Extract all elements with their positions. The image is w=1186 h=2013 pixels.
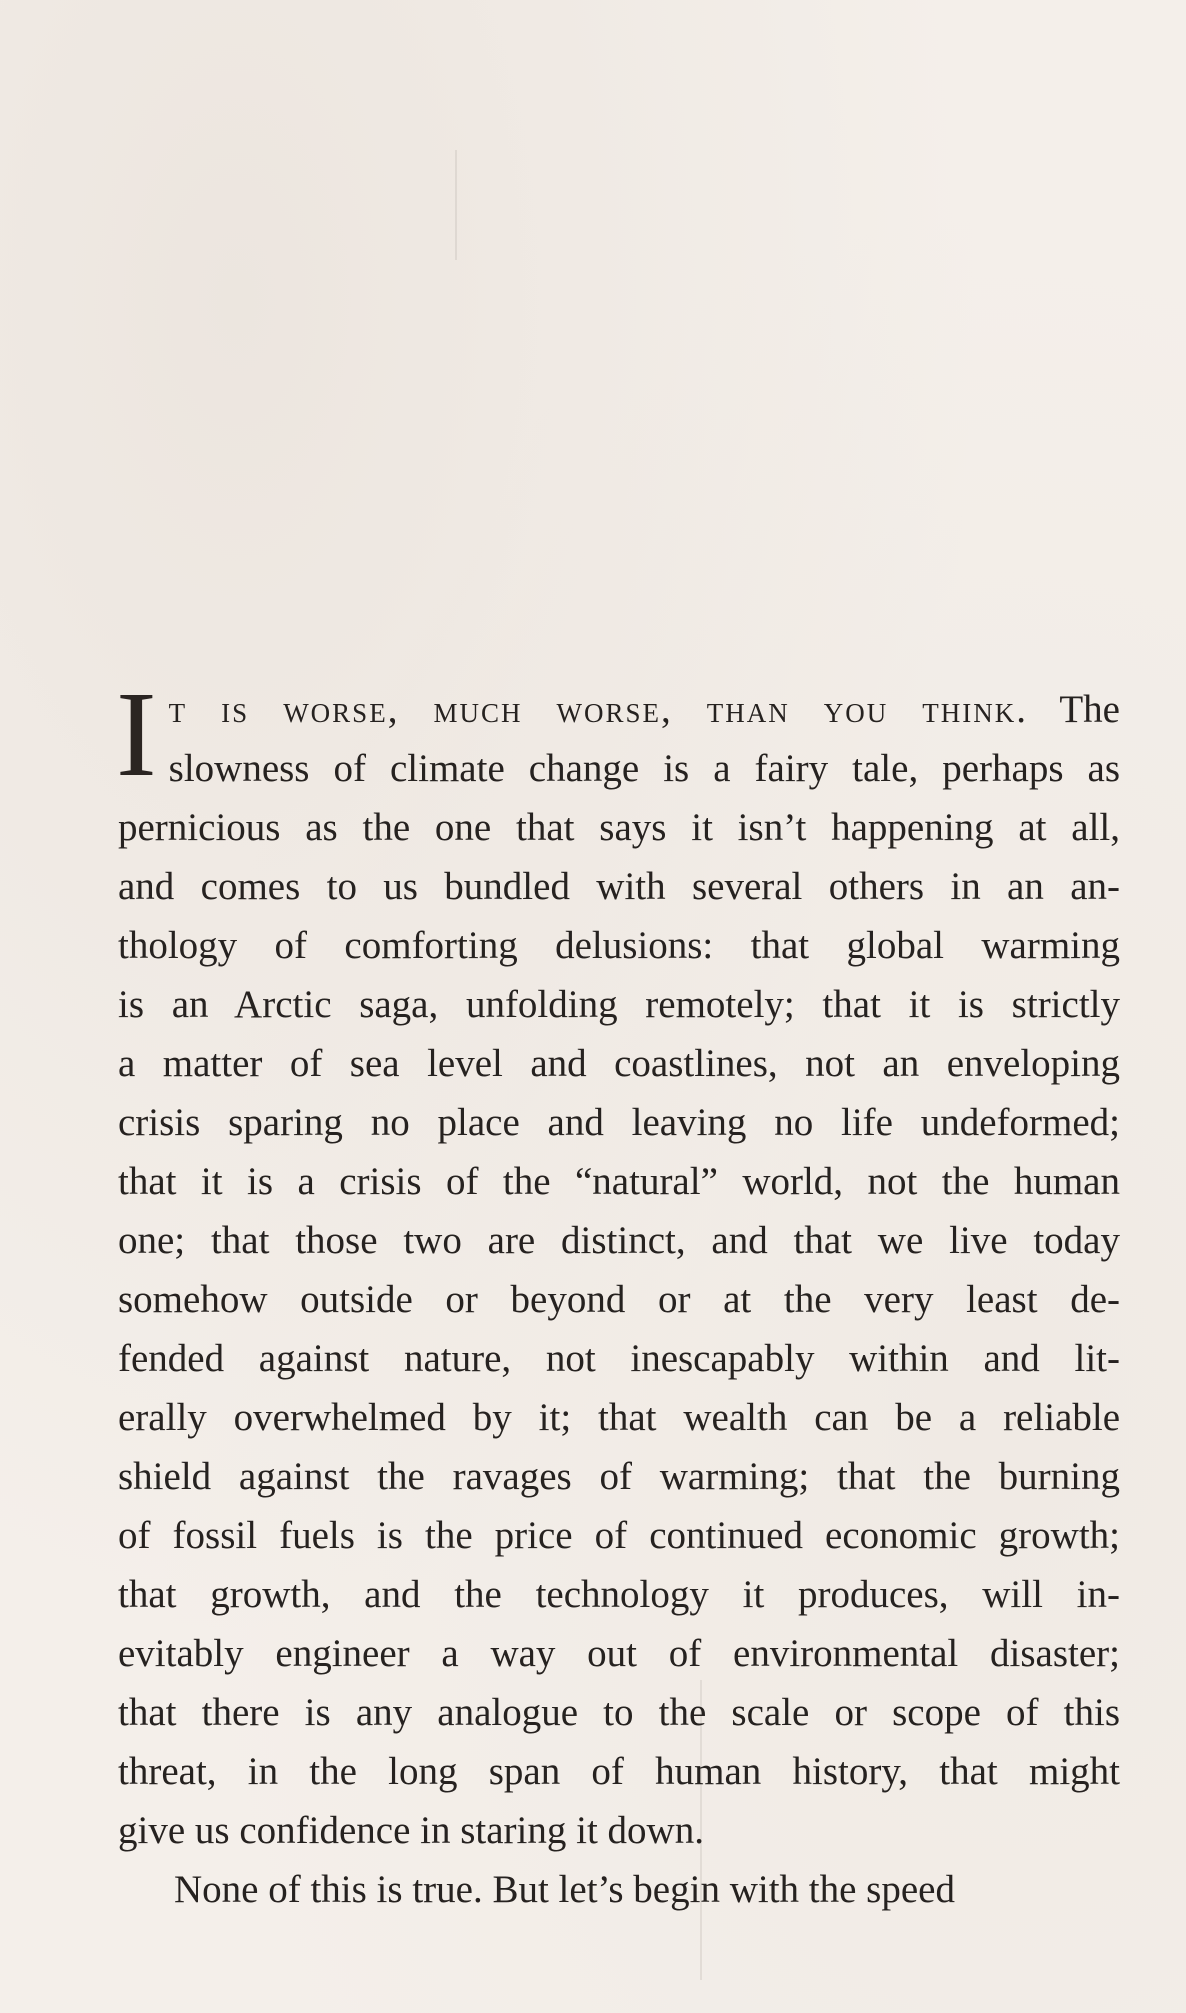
second-paragraph xyxy=(118,1860,1120,1919)
text-line: somehow outside or beyond or at the very least de- xyxy=(118,1278,1120,1321)
text-line: a matter of sea level and coastlines, not an enveloping xyxy=(118,1042,1120,1085)
show-through-mark xyxy=(455,150,457,260)
text-line: fended against nature, not inescapably within and lit- xyxy=(118,1337,1120,1380)
first-paragraph xyxy=(116,667,1120,1860)
text-line: one; that those two are distinct, and that we live today xyxy=(118,1219,1120,1262)
text-line: and comes to us bundled with several others in an an- xyxy=(118,865,1120,908)
text-line: crisis sparing no place and leaving no life undeformed; xyxy=(118,1101,1120,1144)
lead-in-rest: The xyxy=(1028,688,1120,731)
text-line: that growth, and the technology it produces, will in- xyxy=(118,1573,1120,1616)
text-line: None of this is true. But let’s begin with the speed xyxy=(174,1868,955,1911)
text-line: evitably engineer a way out of environmental disaster; xyxy=(118,1632,1120,1675)
body-text xyxy=(116,667,1120,1919)
text-line: give us confidence in staring it down. xyxy=(118,1809,704,1852)
lead-in-smallcaps: t is worse, much worse, than you think. xyxy=(168,688,1029,731)
text-line: shield against the ravages of warming; that the burning xyxy=(118,1455,1120,1498)
text-line: thology of comforting delusions: that global warming xyxy=(118,924,1120,967)
text-line: erally overwhelmed by it; that wealth can be a reliable xyxy=(118,1396,1120,1439)
text-line: slowness of climate change is a fairy tale, perhaps as xyxy=(168,747,1120,790)
text-line: that there is any analogue to the scale or scope of this xyxy=(118,1691,1120,1734)
text-line xyxy=(169,680,1120,739)
text-line: that it is a crisis of the “natural” world, not the human xyxy=(118,1160,1120,1203)
text-line: pernicious as the one that says it isn’t happening at all, xyxy=(118,806,1120,849)
text-line: of fossil fuels is the price of continued economic growth; xyxy=(118,1514,1120,1557)
text-line: threat, in the long span of human history, that might xyxy=(118,1750,1120,1793)
text-line: is an Arctic saga, unfolding remotely; that it is strictly xyxy=(118,983,1120,1026)
drop-cap: I xyxy=(116,667,157,802)
